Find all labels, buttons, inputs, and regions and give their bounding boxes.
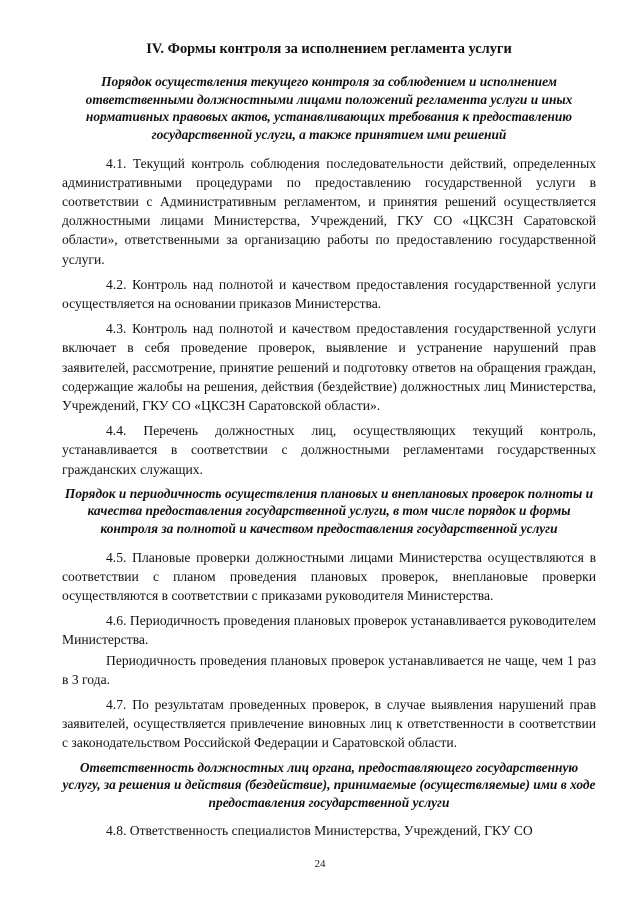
paragraph-4-4: 4.4. Перечень должностных лиц, осуществляющих текущий контроль, устанавливается в соответствии с должностными регламентами государственных гражданских служащих. (62, 423, 596, 477)
paragraph-4-5: 4.5. Плановые проверки должностными лицами Министерства осуществляются в соответствии с планом проведения плановых проверок, внеплановые проверки осуществляются в соответствии с приказами руководителя Министерства. (62, 549, 596, 604)
paragraph-4-6: 4.6. Периодичность проведения плановых проверок устанавливается руководителем Министерства. (62, 613, 596, 648)
section-heading-responsibility: Ответственность должностных лиц органа, предоставляющего государственную услугу, за решения и действия (бездействие), принимаемые (осуществляемые) ими в ходе предоставления государственной услуги (62, 759, 596, 810)
paragraph-4-1: 4.1. Текущий контроль соблюдения последовательности действий, определенных административными процедурами по предоставлению государственной услуги в соответствии с Административным регламентом, и принятия решений осуществляется должностными лицами Министерства, Учреждений, ГКУ СО «ЦКСЗН Саратовской области», ответственными за организацию работы по предоставлению государственной услуги. (62, 155, 596, 267)
paragraph-4-3: 4.3. Контроль над полнотой и качеством предоставления государственной услуги включает в себя проведение проверок, выявление и устранение нарушений прав заявителей, рассмотрение, принятие решений и подготовку ответов на обращения граждан, содержащие жалобы на решения, действия (бездействие) должностных лиц Министерства, Учреждений, ГКУ СО «ЦКСЗН Саратовской области». (62, 321, 596, 414)
chapter-title: IV. Формы контроля за исполнением регламента услуги (146, 41, 512, 57)
paragraph-4-8: 4.8. Ответственность специалистов Министерства, Учреждений, ГКУ СО (106, 823, 533, 839)
page-number: 24 (314, 858, 326, 870)
paragraph-4-7: 4.7. По результатам проведенных проверок, в случае выявления нарушений прав заявителей, осуществляется привлечение виновных лиц к ответственности в соответствии с законодательством Российской Федерации и Саратовской области. (62, 697, 596, 751)
paragraph-4-6-frequency: Периодичность проведения плановых проверок устанавливается не чаще, чем 1 раз в 3 года. (62, 652, 596, 687)
section-heading-current-control: Порядок осуществления текущего контроля за соблюдением и исполнением ответственными должностными лицами положений регламента услуги и иных нормативных правовых актов, устанавливающих требования к предоставлению государственной услуги, а также принятием ими решений (85, 74, 573, 142)
paragraph-4-2: 4.2. Контроль над полнотой и качеством предоставления государственной услуги осуществляется на основании приказов Министерства. (62, 276, 596, 311)
section-heading-inspections: Порядок и периодичность осуществления плановых и внеплановых проверок полноты и качества предоставления государственной услуги, в том числе порядок и формы контроля за полнотой и качеством предоставления государственной услуги (64, 485, 594, 537)
